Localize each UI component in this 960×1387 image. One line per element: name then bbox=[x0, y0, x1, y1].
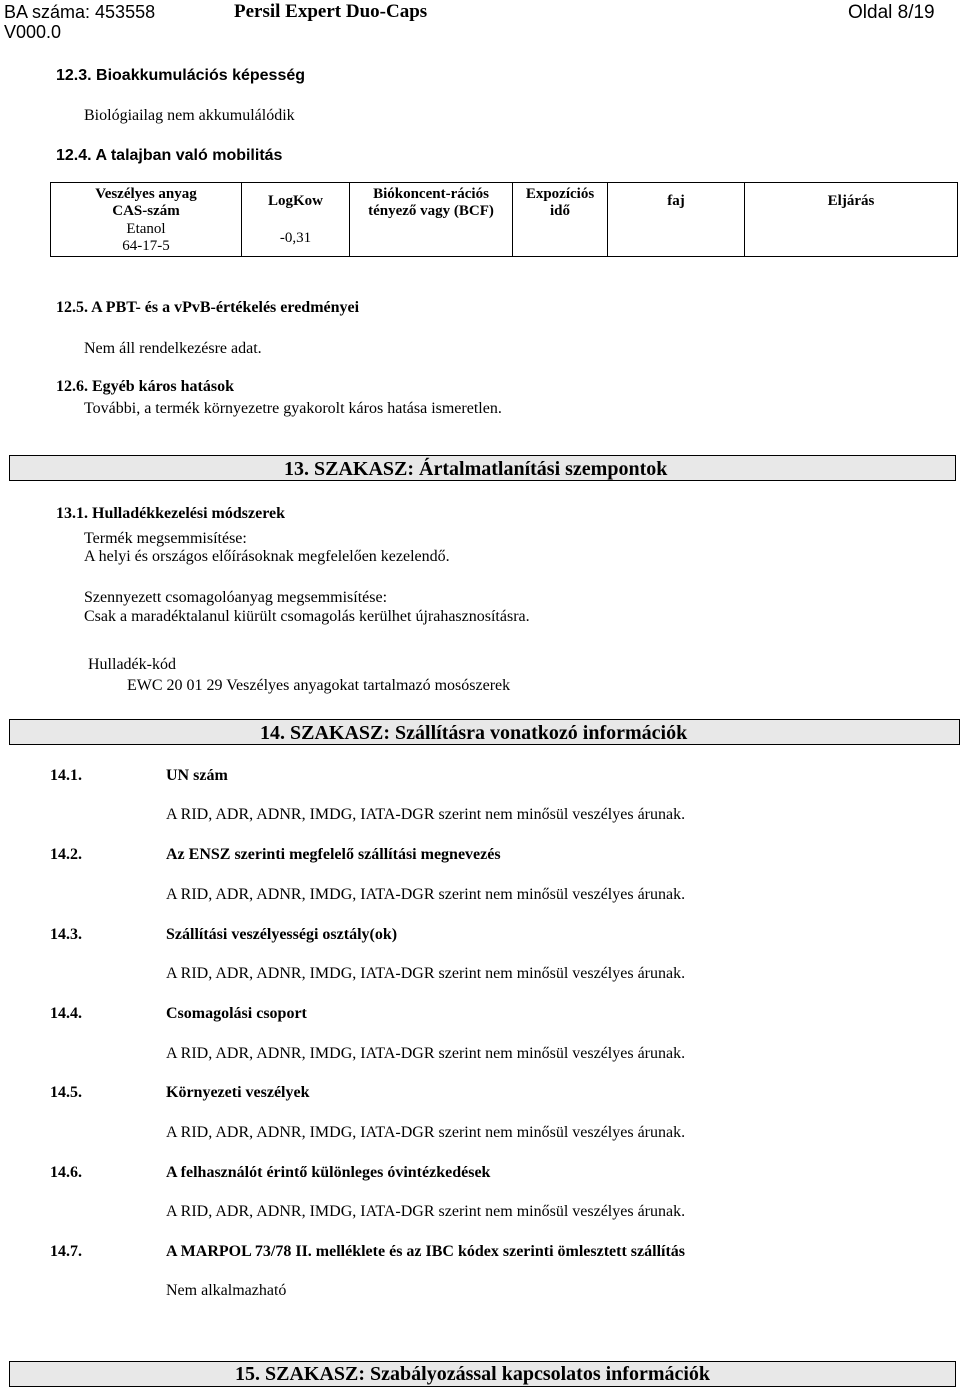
item-number: 14.5. bbox=[50, 1084, 82, 1101]
table-row bbox=[51, 221, 958, 257]
item-title: A MARPOL 73/78 II. melléklete és az IBC kódex szerinti ömlesztett szállítás bbox=[166, 1243, 686, 1260]
item-number: 14.3. bbox=[50, 926, 82, 943]
section-15-heading: 15. SZAKASZ: Szabályozással kapcsolatos információk bbox=[235, 1363, 711, 1385]
header-method: Eljárás bbox=[745, 183, 958, 221]
product-disposal-text: A helyi és országos előírásoknak megfelelően kezelendő. bbox=[84, 548, 450, 565]
section-15-banner bbox=[9, 1361, 956, 1387]
cell-logkow: -0,31 bbox=[242, 221, 350, 257]
item-number: 14.4. bbox=[50, 1005, 82, 1022]
document-version: V000.0 bbox=[4, 22, 62, 42]
item-title: A felhasználót érintő különleges óvintézkedések bbox=[166, 1164, 491, 1181]
product-name: Persil Expert Duo-Caps bbox=[234, 1, 428, 22]
page-number: Oldal 8/19 bbox=[848, 2, 935, 23]
waste-code-label: Hulladék-kód bbox=[88, 656, 176, 673]
cell-exposure bbox=[513, 221, 608, 257]
item-title: Csomagolási csoport bbox=[166, 1005, 307, 1022]
packaging-disposal-label: Szennyezett csomagolóanyag megsemmisítése: bbox=[84, 589, 388, 606]
cell-bcf bbox=[350, 221, 513, 257]
section-14-heading: 14. SZAKASZ: Szállításra vonatkozó információk bbox=[260, 722, 688, 744]
section-12-5-title: 12.5. A PBT- és a vPvB-értékelés eredményei bbox=[56, 299, 360, 316]
product-disposal-label: Termék megsemmisítése: bbox=[84, 530, 247, 547]
item-number: 14.6. bbox=[50, 1164, 82, 1181]
cell-substance: Etanol 64-17-5 bbox=[51, 221, 242, 257]
header-species: faj bbox=[608, 183, 745, 221]
cell-method bbox=[745, 221, 958, 257]
item-text: A RID, ADR, ADNR, IMDG, IATA-DGR szerint nem minősül veszélyes árunak. bbox=[166, 806, 686, 823]
item-number: 14.1. bbox=[50, 767, 82, 784]
section-12-4-title: 12.4. A talajban való mobilitás bbox=[56, 147, 283, 164]
section-12-5-text: Nem áll rendelkezésre adat. bbox=[84, 340, 262, 357]
item-text: A RID, ADR, ADNR, IMDG, IATA-DGR szerint nem minősül veszélyes árunak. bbox=[166, 1124, 686, 1141]
section-12-3-title: 12.3. Bioakkumulációs képesség bbox=[56, 67, 306, 84]
mobility-table bbox=[50, 182, 958, 257]
item-text: A RID, ADR, ADNR, IMDG, IATA-DGR szerint nem minősül veszélyes árunak. bbox=[166, 965, 686, 982]
item-title: UN szám bbox=[166, 767, 228, 784]
item-text: A RID, ADR, ADNR, IMDG, IATA-DGR szerint nem minősül veszélyes árunak. bbox=[166, 1203, 686, 1220]
item-title: Az ENSZ szerinti megfelelő szállítási megnevezés bbox=[166, 846, 501, 863]
section-13-heading: 13. SZAKASZ: Ártalmatlanítási szempontok bbox=[284, 458, 668, 480]
header-exposure: Expozíciós idő bbox=[513, 183, 608, 221]
header-bcf: Biókoncent-rációs tényező vagy (BCF) bbox=[350, 183, 513, 221]
item-number: 14.2. bbox=[50, 846, 82, 863]
item-text: Nem alkalmazható bbox=[166, 1282, 287, 1299]
item-title: Szállítási veszélyességi osztály(ok) bbox=[166, 926, 398, 943]
section-12-6-title: 12.6. Egyéb káros hatások bbox=[56, 378, 234, 395]
item-number: 14.7. bbox=[50, 1243, 82, 1260]
section-13-1-title: 13.1. Hulladékkezelési módszerek bbox=[56, 505, 286, 522]
header-substance: Veszélyes anyag CAS-szám bbox=[51, 183, 242, 221]
section-12-6-text: További, a termék környezetre gyakorolt káros hatása ismeretlen. bbox=[84, 400, 502, 417]
packaging-disposal-text: Csak a maradéktalanul kiürült csomagolás kerülhet újrahasznosításra. bbox=[84, 608, 530, 625]
item-text: A RID, ADR, ADNR, IMDG, IATA-DGR szerint nem minősül veszélyes árunak. bbox=[166, 886, 686, 903]
item-text: A RID, ADR, ADNR, IMDG, IATA-DGR szerint nem minősül veszélyes árunak. bbox=[166, 1045, 686, 1062]
section-12-3-text: Biológiailag nem akkumulálódik bbox=[84, 107, 295, 124]
cell-species bbox=[608, 221, 745, 257]
header-logkow: LogKow bbox=[242, 183, 350, 221]
item-title: Környezeti veszélyek bbox=[166, 1084, 310, 1101]
waste-code-text: EWC 20 01 29 Veszélyes anyagokat tartalmazó mosószerek bbox=[127, 677, 511, 694]
section-14-banner bbox=[9, 719, 960, 745]
section-13-banner bbox=[9, 455, 956, 481]
document-id: BA száma: 453558 bbox=[4, 2, 156, 22]
